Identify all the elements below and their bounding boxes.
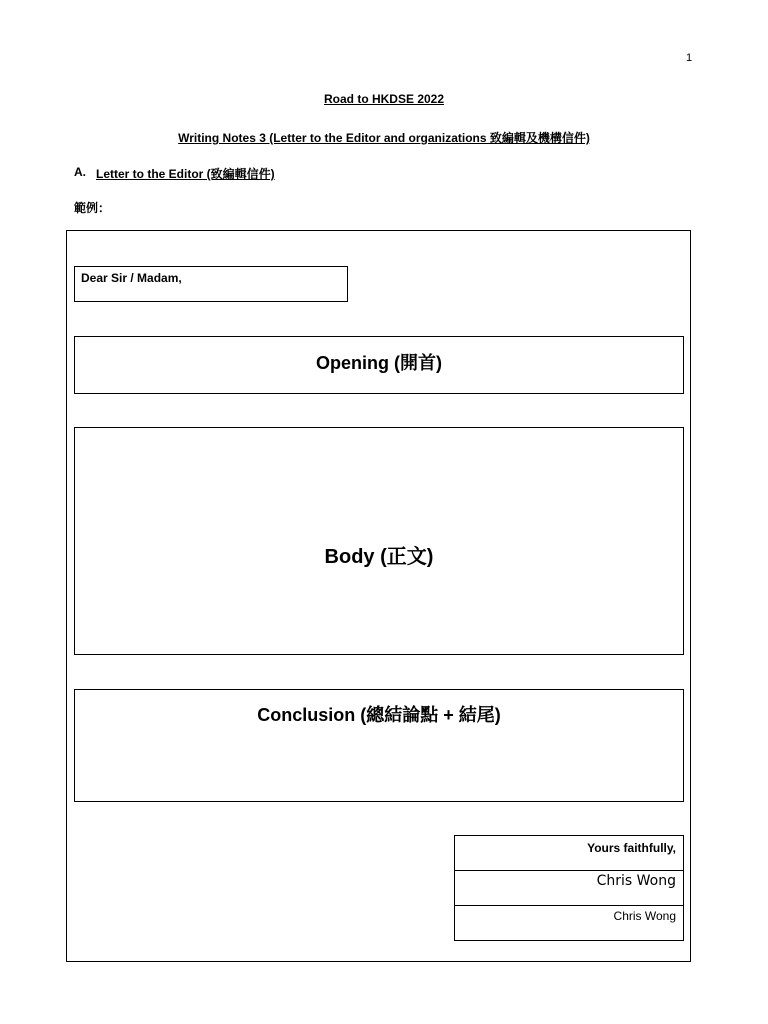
closing-text: Yours faithfully, — [455, 836, 683, 871]
salutation-text: Dear Sir / Madam, — [81, 271, 182, 285]
document-subtitle: Writing Notes 3 (Letter to the Editor and organizations 致編輯及機構信件) — [178, 131, 590, 145]
conclusion-label: Conclusion (總結論點 + 結尾) — [257, 705, 501, 725]
conclusion-box — [74, 689, 684, 802]
signature-text: Chris Wong — [455, 871, 683, 906]
signoff-table — [454, 835, 684, 941]
section-heading: Letter to the Editor (致編輯信件) — [96, 167, 275, 181]
document-title: Road to HKDSE 2022 — [323, 92, 445, 106]
body-label: Body (正文) — [324, 546, 434, 568]
example-label: 範例： — [74, 201, 111, 215]
salutation-box — [74, 266, 348, 302]
section-marker: A. — [74, 165, 86, 179]
page-number: 1 — [686, 52, 693, 64]
opening-label: Opening (開首) — [316, 353, 442, 373]
opening-box — [74, 336, 684, 394]
body-box — [74, 427, 684, 655]
printed-name: Chris Wong — [613, 909, 676, 923]
